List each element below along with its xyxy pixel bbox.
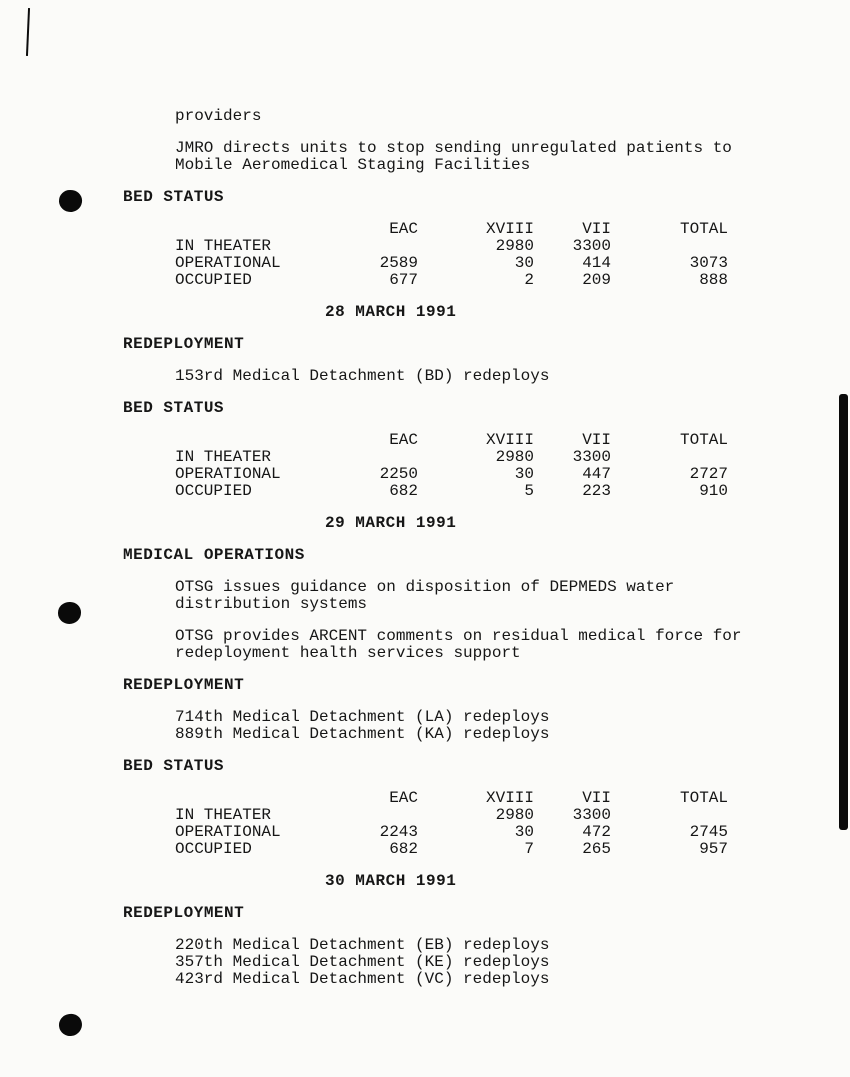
table-cell: 209 xyxy=(582,271,611,289)
paragraph xyxy=(175,368,783,385)
row-label: OCCUPIED xyxy=(175,482,252,500)
scan-edge-artifact xyxy=(839,394,848,830)
table-cell: 223 xyxy=(582,482,611,500)
section-heading: REDEPLOYMENT xyxy=(123,904,245,922)
table-cell: 2745 xyxy=(689,823,728,841)
hole-punch-mark xyxy=(58,602,81,624)
table-cell: 472 xyxy=(582,823,611,841)
table-cell xyxy=(310,449,418,466)
hole-punch-mark xyxy=(58,1013,84,1038)
date-heading: 30 MARCH 1991 xyxy=(325,872,457,890)
table-cell: 2980 xyxy=(495,806,534,824)
table-cell: 3300 xyxy=(572,237,611,255)
table-cell: 3300 xyxy=(572,448,611,466)
table-cell: 682 xyxy=(389,840,418,858)
table-column-header: TOTAL xyxy=(679,789,728,807)
row-label: IN THEATER xyxy=(175,448,272,466)
table-column-header: VII xyxy=(582,431,611,449)
section-heading: BED STATUS xyxy=(123,757,225,775)
table-column-header: EAC xyxy=(389,789,418,807)
date-heading: 29 MARCH 1991 xyxy=(325,514,457,532)
table-header-row xyxy=(175,221,783,238)
table-row xyxy=(175,483,783,500)
row-label: IN THEATER xyxy=(175,806,272,824)
hole-punch-mark xyxy=(57,188,83,214)
table-row xyxy=(175,272,783,289)
paragraph xyxy=(175,108,783,125)
bed-status-table xyxy=(175,790,783,858)
paragraph xyxy=(175,709,783,743)
table-cell: 677 xyxy=(389,271,418,289)
table-cell: 888 xyxy=(699,271,728,289)
table-cell: 2980 xyxy=(495,448,534,466)
table-cell: 265 xyxy=(582,840,611,858)
table-header-spacer xyxy=(175,432,310,449)
section-heading: REDEPLOYMENT xyxy=(123,676,245,694)
table-cell: 2243 xyxy=(379,823,418,841)
table-header-row xyxy=(175,790,783,807)
table-cell: 3300 xyxy=(572,806,611,824)
paragraph-line: JMRO directs units to stop sending unregulated patients to xyxy=(175,139,732,157)
table-column-header: TOTAL xyxy=(679,431,728,449)
paragraph xyxy=(175,140,783,174)
table-column-header: VII xyxy=(582,789,611,807)
paragraph xyxy=(175,628,783,662)
table-column-header: XVIII xyxy=(485,220,534,238)
table-cell xyxy=(310,238,418,255)
table-cell: 2250 xyxy=(379,465,418,483)
paragraph-line: 220th Medical Detachment (EB) redeploys xyxy=(175,936,550,954)
table-cell xyxy=(611,807,728,824)
table-column-header: XVIII xyxy=(485,431,534,449)
table-row xyxy=(175,238,783,255)
row-label: OPERATIONAL xyxy=(175,465,281,483)
table-cell: 30 xyxy=(514,254,534,272)
pen-mark-artifact xyxy=(26,8,30,56)
date-heading: 28 MARCH 1991 xyxy=(325,303,457,321)
paragraph-line: distribution systems xyxy=(175,595,368,613)
table-row xyxy=(175,255,783,272)
paragraph xyxy=(175,937,783,988)
table-row xyxy=(175,841,783,858)
section-heading: BED STATUS xyxy=(123,188,225,206)
paragraph-line: OTSG provides ARCENT comments on residual medical force for xyxy=(175,627,742,645)
paragraph-line: Mobile Aeromedical Staging Facilities xyxy=(175,156,531,174)
table-column-header: EAC xyxy=(389,220,418,238)
table-cell: 3073 xyxy=(689,254,728,272)
table-cell: 7 xyxy=(524,840,534,858)
bed-status-table xyxy=(175,221,783,289)
table-row xyxy=(175,807,783,824)
table-cell: 2727 xyxy=(689,465,728,483)
table-row xyxy=(175,466,783,483)
table-cell: 910 xyxy=(699,482,728,500)
section-heading: REDEPLOYMENT xyxy=(123,335,245,353)
row-label: OPERATIONAL xyxy=(175,823,281,841)
paragraph xyxy=(175,579,783,613)
paragraph-line: 153rd Medical Detachment (BD) redeploys xyxy=(175,367,550,385)
row-label: OCCUPIED xyxy=(175,271,252,289)
bed-status-table xyxy=(175,432,783,500)
table-cell xyxy=(611,238,728,255)
section-heading: MEDICAL OPERATIONS xyxy=(123,546,305,564)
paragraph-line: OTSG issues guidance on disposition of DEPMEDS water xyxy=(175,578,675,596)
table-cell: 5 xyxy=(524,482,534,500)
table-header-spacer xyxy=(175,790,310,807)
table-header-spacer xyxy=(175,221,310,238)
table-cell: 447 xyxy=(582,465,611,483)
document-content xyxy=(123,108,783,1003)
paragraph-line: 889th Medical Detachment (KA) redeploys xyxy=(175,725,550,743)
paragraph-line: 714th Medical Detachment (LA) redeploys xyxy=(175,708,550,726)
paragraph-line: redeployment health services support xyxy=(175,644,521,662)
row-label: IN THEATER xyxy=(175,237,272,255)
row-label: OPERATIONAL xyxy=(175,254,281,272)
table-column-header: EAC xyxy=(389,431,418,449)
table-cell xyxy=(310,807,418,824)
paragraph-line: 423rd Medical Detachment (VC) redeploys xyxy=(175,970,550,988)
table-cell: 957 xyxy=(699,840,728,858)
table-cell: 414 xyxy=(582,254,611,272)
table-cell: 30 xyxy=(514,823,534,841)
table-cell: 2 xyxy=(524,271,534,289)
table-cell xyxy=(611,449,728,466)
table-row xyxy=(175,824,783,841)
table-row xyxy=(175,449,783,466)
table-column-header: VII xyxy=(582,220,611,238)
table-cell: 682 xyxy=(389,482,418,500)
table-cell: 30 xyxy=(514,465,534,483)
table-header-row xyxy=(175,432,783,449)
section-heading: BED STATUS xyxy=(123,399,225,417)
paragraph-line: providers xyxy=(175,107,262,125)
paragraph-line: 357th Medical Detachment (KE) redeploys xyxy=(175,953,550,971)
table-column-header: TOTAL xyxy=(679,220,728,238)
table-cell: 2980 xyxy=(495,237,534,255)
table-cell: 2589 xyxy=(379,254,418,272)
table-column-header: XVIII xyxy=(485,789,534,807)
row-label: OCCUPIED xyxy=(175,840,252,858)
